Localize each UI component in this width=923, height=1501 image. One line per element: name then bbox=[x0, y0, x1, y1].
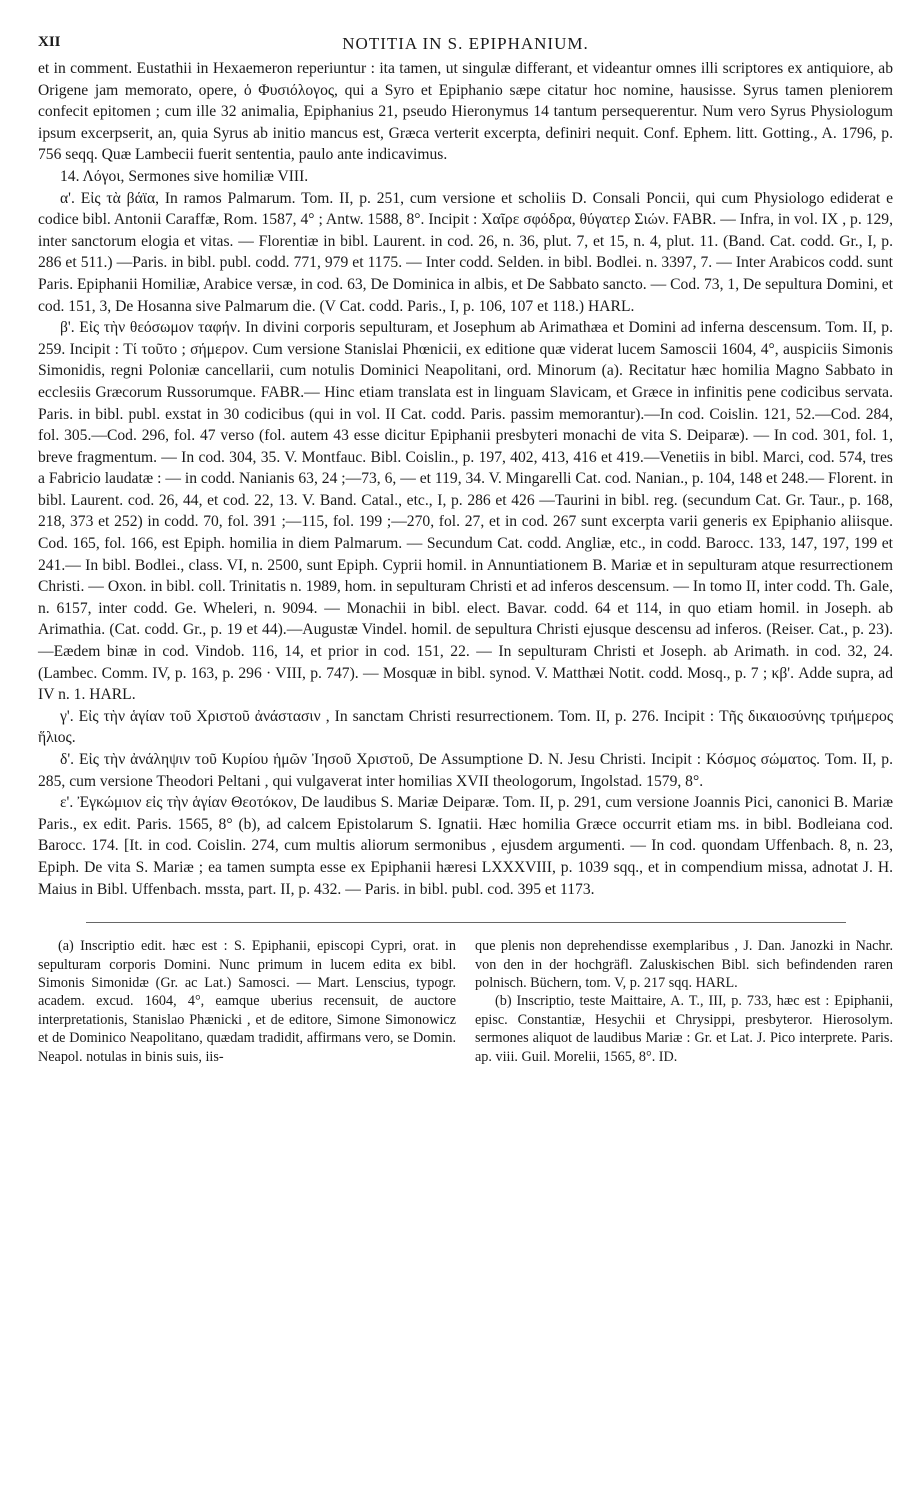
paragraph-continuation: et in comment. Eustathii in Hexaemeron reperiuntur : ita tamen, ut singulæ differant, et videantur omnes illi scriptores ex antiquiore, ab Origene jam memorato, opere, ὁ Φυσιόλογος, qui a Syro et Epiphanio sæpe citatur hoc nomine, hausisse. Syrus tamen pleniorem confecit epitomen ; cum ille 32 animalia, Epiphanius 21, pseudo Hieronymus 14 tantum persequerentur. Num vero Syrus Physiologum ipsum excerpserit, an, quia Syrus ab initio mancus est, Græca verterit excerpta, definiri nequit. Conf. Ephem. litt. Gotting., A. 1796, p. 756 seqq. Quæ Lambecii fuerit sententia, paulo ante indicavimus. bbox=[38, 60, 893, 164]
footnote-b: (b) Inscriptio, teste Maittaire, A. T., III, p. 733, hæc est : Epiphanii, episc. Constantiæ, Hesychii et Chrysippi, presbyteror. Hierosolym. sermones aliquot de laudibus Mariæ : Gr. et Lat. J. Pico interprete. Paris. ap. viii. Guil. Morelii, 1565, 8°. ID. bbox=[475, 993, 893, 1065]
entry-gamma: γ'. Εἰς τὴν ἁγίαν τοῦ Χριστοῦ ἀνάστασιν , In sanctam Christi resurrectionem. Tom. II, p. 276. Incipit : Τῆς δικαιοσύνης τριήμερος ἥλιος. bbox=[38, 707, 893, 747]
page bbox=[38, 30, 893, 1066]
main-text bbox=[38, 58, 893, 900]
footnote-column-right bbox=[475, 937, 893, 1066]
footnote-a: (a) Inscriptio edit. hæc est : S. Epiphanii, episcopi Cypri, orat. in sepulturam corporis Domini. Nunc primum in lucem edita ex bibl. Simonis Simonidæ (Gr. ac Lat.) Samosci. — Mart. Lenscius, typogr. academ. excud. 1604, 4°, eamque uberius recensuit, de auctore interpretationis, Stanislao Phænicki , et de editore, Simone Simonowicz et de Dominico Neapolitano, quædam tradidit, affirmans vero, se Domin. Neapol. notulas in binis suis, iis- bbox=[38, 938, 456, 1065]
page-header bbox=[38, 30, 893, 58]
running-title: NOTITIA IN S. EPIPHANIUM. bbox=[342, 34, 589, 53]
page-number: XII bbox=[38, 34, 61, 50]
footnote-divider bbox=[86, 922, 846, 923]
footnote-a-continued: que plenis non deprehendisse exemplaribus , J. Dan. Janozki in Nachr. von den in der hochgräfl. Zaluskischen Bibl. sich befindenden raren polnisch. Büchern, tom. V, p. 217 sqq. HARL. bbox=[475, 938, 893, 991]
entry-delta: δ'. Εἰς τὴν ἀνάληψιν τοῦ Κυρίου ἡμῶν Ἰησοῦ Χριστοῦ, De Assumptione D. N. Jesu Christi. Incipit : Κόσμος σώματος. Tom. II, p. 285, cum versione Theodori Peltani , qui vulgaverat inter homilias XVII theologorum, Ingolstad. 1579, 8°. bbox=[38, 751, 893, 790]
entry-epsilon: ε'. Ἐγκώμιον εἰς τὴν ἁγίαν Θεοτόκον, De laudibus S. Mariæ Deiparæ. Tom. II, p. 291, cum versione Joannis Pici, canonici B. Mariæ Paris., ex edit. Paris. 1565, 8° (b), ad calcem Epistolarum S. Ignatii. Hæc homilia Græce occurrit etiam ms. in bibl. Bodleiana cod. Barocc. 174. [It. in cod. Coislin. 274, cum multis aliorum sermonibus , ejusdem argumenti. — In cod. quondam Uffenbach. 8, n. 23, Epiph. De vita S. Mariæ ; ea tamen sumpta esse ex Epiphanii hæresi LXXXVIII, p. 1039 sqq., et in compendium missa, adnotat J. H. Maius in Bibl. Uffenbach. mssta, part. II, p. 432. — Paris. in bibl. publ. cod. 395 et 1173. bbox=[38, 794, 893, 898]
section-heading-sermones: 14. Λόγοι, Sermones sive homiliæ VIII. bbox=[60, 167, 309, 185]
footnote-column-left bbox=[38, 937, 456, 1066]
footnotes bbox=[38, 937, 893, 1066]
entry-beta: β'. Εἰς τὴν θεόσωμον ταφήν. In divini corporis sepulturam, et Josephum ab Arimathæa et Domini ad inferna descensum. Tom. II, p. 259. Incipit : Τί τοῦτο ; σήμερον. Cum versione Stanislai Phœnicii, ex editione quæ viderat lucem Samoscii 1604, 4°, auspiciis Simonis Simonidis, regni Poloniæ cancellarii, cum notulis Dominici Neapolitani, ord. Minorum (a). Recitatur hæc homilia Magno Sabbato in ecclesiis Græcorum Russorumque. FABR.— Hinc etiam translata est in linguam Slavicam, et Græce in infinitis pene codicibus servata. Paris. in bibl. publ. exstat in 30 codicibus (qui in vol. II Cat. codd. Paris. passim memorantur).—In cod. Coislin. 121, 52.—Cod. 284, fol. 305.—Cod. 296, fol. 47 verso (fol. autem 43 esse dicitur Epiphanii presbyteri monachi de vita S. Deiparæ). — In cod. 301, fol. 1, breve fragmentum. — In cod. 304, 35. V. Montfauc. Bibl. Coislin., p. 197, 402, 413, 416 et 419.—Venetiis in bibl. Marci, cod. 574, tres a Fabricio laudatæ : — in codd. Nanianis 63, 24 ;—73, 6, — et 119, 34. V. Mingarelli Cat. cod. Nanian., p. 104, 148 et 248.— Florent. in bibl. Laurent. cod. 26, 44, et cod. 22, 13. V. Band. Catal., etc., I, p. 286 et 426 —Taurini in bibl. reg. (secundum Cat. Gr. Taur., p. 168, 218, 373 et 252) in codd. 70, fol. 391 ;—115, fol. 199 ;—270, fol. 27, et in cod. 267 sunt excerpta varii generis ex Epiphanio aliisque. Cod. 165, fol. 166, est Epiph. homilia in diem Palmarum. — Secundum Cat. codd. Angliæ, etc., in codd. Barocc. 133, 147, 197, 199 et 241.— In bibl. Bodlei., class. VI, n. 2500, sunt Epiph. Cyprii homil. in Annuntiationem B. Mariæ et in sepulturam atque resurrectionem Christi. — Oxon. in bibl. coll. Trinitatis n. 1989, hom. in sepulturam Christi et ad inferos descensum. — In tomo II, inter codd. Th. Gale, n. 6157, inter codd. Ge. Wheleri, n. 9094. — Monachii in bibl. elect. Bavar. codd. 64 et 114, in quo etiam homil. in Joseph. ab Arimathia. (Cat. codd. Gr., p. 19 et 44).—Augustæ Vindel. homil. de sepultura Christi ejusque descensu ad inferos. (Reiser. Cat., p. 23).—Eædem binæ in cod. Vindob. 116, 14, et prior in cod. 151, 22. — In sepulturam Christi et Joseph. ab Arimath. in cod. 32, 24. (Lambec. Comm. IV, p. 163, p. 296 · VIII, p. 747). — Mosquæ in bibl. synod. V. Matthæi Notit. codd. Mosq., p. 7 ; κβ'. Adde supra, ad IV n. 1. HARL. bbox=[38, 319, 893, 704]
entry-alpha: α'. Εἰς τὰ βάϊα, In ramos Palmarum. Tom. II, p. 251, cum versione et scholiis D. Consali Poncii, qui cum Physiologo ediderat e codice bibl. Antonii Caraffæ, Rom. 1587, 4° ; Antw. 1588, 8°. Incipit : Χαῖρε σφόδρα, θύγατερ Σιών. FABR. — Infra, in vol. IX , p. 129, inter sanctorum elogia et vitas. — Florentiæ in bibl. Laurent. in cod. 26, n. 36, plut. 7, et 15, n. 4, plut. 11. (Band. Cat. codd. Gr., I, p. 286 et 511.) —Paris. in bibl. publ. codd. 771, 979 et 1175. — Inter codd. Selden. in bibl. Bodlei. n. 3397, 7. — Inter Arabicos codd. sunt Paris. Epiphanii Homiliæ, Arabice versæ, in cod. 63, De Dominica in albis, et De Sabbato sancto. — Cod. 73, 1, De sepultura Domini, et cod. 151, 3, De Hosanna sive Palmarum die. (V Cat. codd. Paris., I, p. 106, 107 et 118.) HARL. bbox=[38, 189, 893, 315]
